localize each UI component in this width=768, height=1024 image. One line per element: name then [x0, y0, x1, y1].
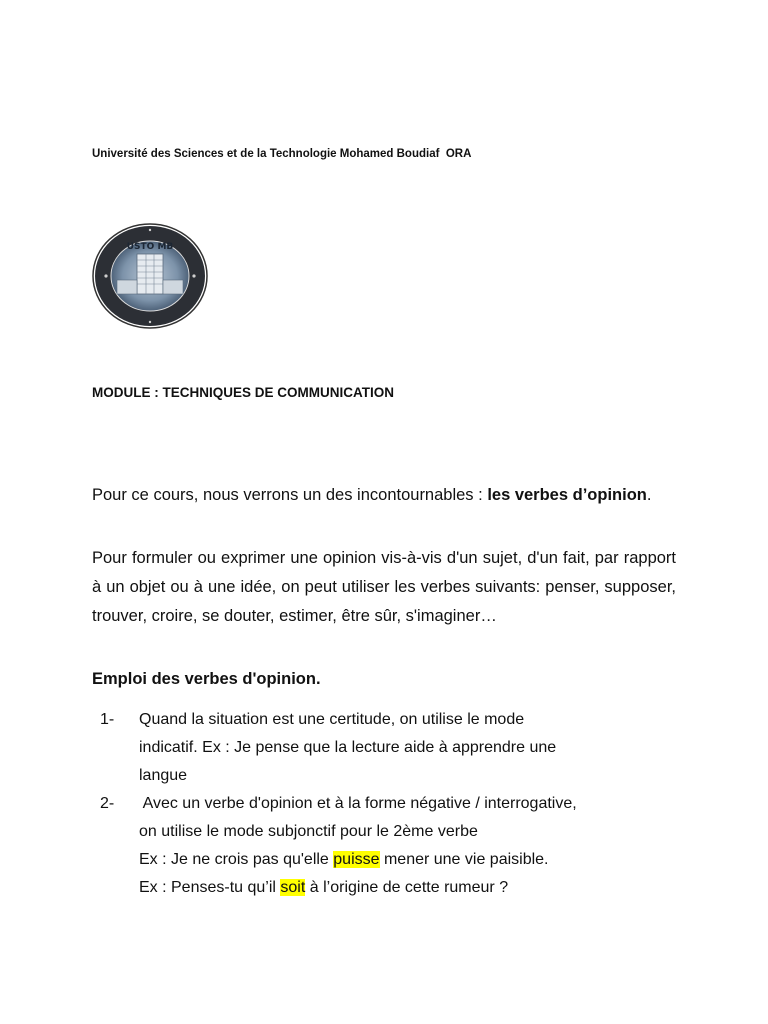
- module-title: MODULE : TECHNIQUES DE COMMUNICATION: [92, 385, 394, 400]
- intro-text: Pour ce cours, nous verrons un des incontournables :: [92, 486, 488, 504]
- list-line: Avec un verbe d'opinion et à la forme négative / interrogative,: [139, 795, 577, 812]
- highlighted-word: soit: [280, 879, 306, 896]
- university-logo-seal: [91, 222, 209, 330]
- numbered-list: [100, 706, 680, 902]
- list-item: [100, 790, 680, 902]
- intro-paragraph: [92, 481, 676, 510]
- list-line: on utilise le mode subjonctif pour le 2ème verbe: [139, 823, 478, 840]
- example-line: [139, 846, 680, 874]
- list-line: langue: [139, 767, 188, 784]
- list-number: 1-: [100, 711, 115, 728]
- list-line: Quand la situation est une certitude, on utilise le mode: [139, 711, 525, 728]
- list-number: 2-: [100, 795, 115, 812]
- section-title: Emploi des verbes d'opinion.: [92, 670, 321, 688]
- logo-text: USTO MB: [126, 242, 174, 252]
- example-text: Ex : Penses-tu qu’il: [139, 879, 281, 896]
- intro-bold-text: les verbes d’opinion: [487, 486, 647, 504]
- example-text: à l’origine de cette rumeur ?: [305, 879, 509, 896]
- example-text: mener une vie paisible.: [379, 851, 549, 868]
- example-line: [139, 874, 680, 902]
- list-line: indicatif. Ex : Je pense que la lecture aide à apprendre une: [139, 739, 557, 756]
- highlighted-word: puisse: [333, 851, 380, 868]
- university-name: Université des Sciences et de la Technologie Mohamed Boudiaf ORA: [92, 148, 472, 160]
- opinion-paragraph: Pour formuler ou exprimer une opinion vis-à-vis d'un sujet, d'un fait, par rapport à un objet ou à une idée, on peut utiliser les verbes suivants: penser, supposer, trouver, croire, se douter, estimer, être sûr, s'imaginer…: [92, 549, 676, 625]
- intro-period: .: [646, 486, 652, 504]
- list-item: [100, 706, 680, 790]
- example-text: Ex : Je ne crois pas qu'elle: [139, 851, 334, 868]
